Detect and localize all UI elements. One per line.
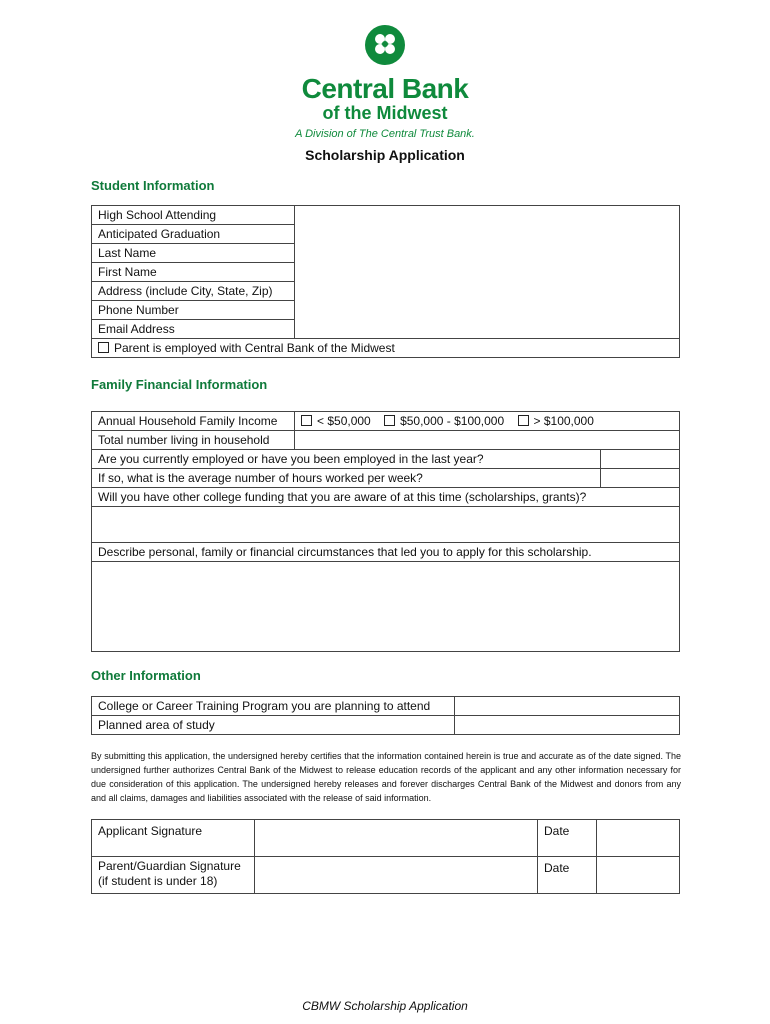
parent-employed-label: Parent is employed with Central Bank of the Midwest <box>114 341 395 355</box>
income-option-2: $50,000 - $100,000 <box>400 414 505 428</box>
parent-employed-row[interactable] <box>92 339 680 358</box>
funding-question: Will you have other college funding that you are aware of at this time (scholarships, grants)? <box>92 488 680 507</box>
parent-signature-line2: (if student is under 18) <box>98 874 218 888</box>
income-label: Annual Household Family Income <box>92 412 295 431</box>
bank-logo <box>0 22 770 140</box>
student-section-heading: Student Information <box>91 178 215 193</box>
family-info-table <box>91 411 680 652</box>
brand-name: Central Bank <box>301 73 469 104</box>
study-input[interactable] <box>455 716 680 735</box>
last-name-label: Last Name <box>92 244 295 263</box>
parent-date-field[interactable] <box>597 857 680 894</box>
income-options <box>295 412 680 431</box>
brand-tagline: A Division of The Central Trust Bank. <box>295 128 475 140</box>
legal-certification-text: By submitting this application, the undersigned hereby certifies that the information contained herein is true and accurate as of the date signed. The undersigned further authorizes Central Bank of the Midwest to release education records of the applicant and any other information necessary for due consideration of this application. The undersigned hereby releases and forever discharges Central Bank of the Midwest and donors from any and all claims, damages and liabilities associated with the release of said information. <box>91 751 681 803</box>
funding-answer-area[interactable] <box>92 507 680 543</box>
signature-table <box>91 819 680 894</box>
income-under-50k-checkbox[interactable] <box>301 415 312 426</box>
parent-employed-checkbox[interactable] <box>98 342 109 353</box>
address-label: Address (include City, State, Zip) <box>92 282 295 301</box>
hours-question: If so, what is the average number of hours worked per week? <box>92 469 601 488</box>
email-label: Email Address <box>92 320 295 339</box>
circumstances-question: Describe personal, family or financial circumstances that led you to apply for this scholarship. <box>92 543 680 562</box>
family-section-heading: Family Financial Information <box>91 377 268 392</box>
employed-question: Are you currently employed or have you been employed in the last year? <box>92 450 601 469</box>
household-label: Total number living in household <box>92 431 295 450</box>
page-title: Scholarship Application <box>305 147 465 163</box>
program-input[interactable] <box>455 697 680 716</box>
income-option-3: > $100,000 <box>533 414 594 428</box>
phone-label: Phone Number <box>92 301 295 320</box>
income-over-100k-checkbox[interactable] <box>518 415 529 426</box>
student-info-table <box>91 205 680 358</box>
student-info-entry-area[interactable] <box>295 206 680 339</box>
applicant-signature-label: Applicant Signature <box>92 820 255 857</box>
applicant-signature-field[interactable] <box>255 820 538 857</box>
clover-logo-icon <box>362 22 408 68</box>
other-info-table <box>91 696 680 735</box>
parent-date-label: Date <box>538 857 597 894</box>
circumstances-answer-area[interactable] <box>92 562 680 652</box>
applicant-date-label: Date <box>538 820 597 857</box>
employed-answer[interactable] <box>601 450 680 469</box>
page-footer: CBMW Scholarship Application <box>302 999 468 1013</box>
study-label: Planned area of study <box>92 716 455 735</box>
parent-signature-field[interactable] <box>255 857 538 894</box>
household-input[interactable] <box>295 431 680 450</box>
hours-answer[interactable] <box>601 469 680 488</box>
other-section-heading: Other Information <box>91 668 201 683</box>
first-name-label: First Name <box>92 263 295 282</box>
program-label: College or Career Training Program you are planning to attend <box>92 697 455 716</box>
brand-subname: of the Midwest <box>322 103 448 123</box>
parent-signature-line1: Parent/Guardian Signature <box>98 859 241 873</box>
applicant-date-field[interactable] <box>597 820 680 857</box>
parent-signature-label <box>92 857 255 894</box>
graduation-label: Anticipated Graduation <box>92 225 295 244</box>
high-school-label: High School Attending <box>92 206 295 225</box>
income-50k-100k-checkbox[interactable] <box>384 415 395 426</box>
income-option-1: < $50,000 <box>317 414 371 428</box>
